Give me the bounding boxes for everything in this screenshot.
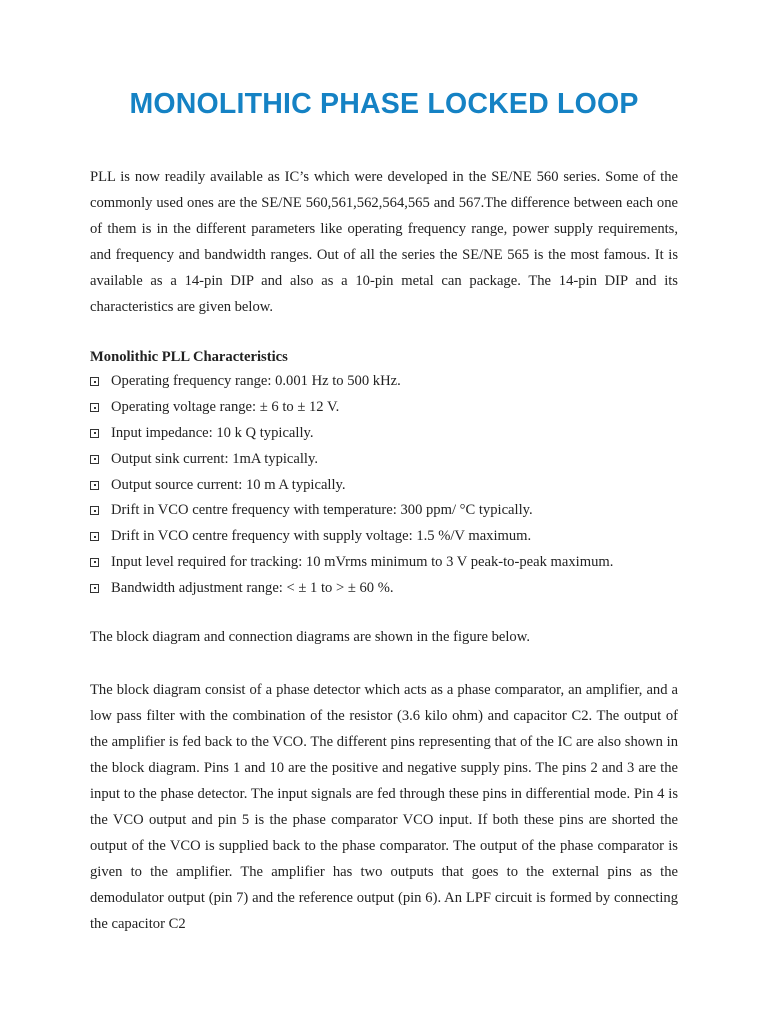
list-item-text: Input level required for tracking: 10 mVrms minimum to 3 V peak-to-peak maximum. — [111, 553, 614, 570]
intro-paragraph: PLL is now readily available as IC’s which were developed in the SE/NE 560 series. Some of the commonly used ones are the SE/NE 560,561,562,564,565 and 567.The difference between each one of them is in the different parameters like operating frequency range, power supply requirements, and frequency and bandwidth ranges. Out of all the series the SE/NE 565 is the most famous. It is available as a 14-pin DIP and also as a 10-pin metal can package. The 14-pin DIP and its characteristics are given below. — [90, 169, 678, 315]
list-item — [90, 395, 678, 421]
list-item-text: Bandwidth adjustment range: < ± 1 to > ± 60 %. — [111, 579, 394, 596]
boxed-dot-icon — [90, 455, 99, 464]
list-item — [90, 421, 678, 447]
boxed-dot-icon — [90, 429, 99, 438]
page-title: MONOLITHIC PHASE LOCKED LOOP — [129, 88, 639, 120]
boxed-dot-icon — [90, 584, 99, 593]
characteristics-list — [90, 369, 678, 601]
boxed-dot-icon — [90, 506, 99, 515]
list-item-text: Drift in VCO centre frequency with temperature: 300 ppm/ °C typically. — [111, 502, 533, 519]
block-diagram-description: The block diagram consist of a phase detector which acts as a phase comparator, an amplifier, and a low pass filter with the combination of the resistor (3.6 kilo ohm) and capacitor C2. The output of the amplifier is fed back to the VCO. The different pins representing that of the IC are also shown in the block diagram. Pins 1 and 10 are the positive and negative supply pins. The pins 2 and 3 are the input to the phase detector. The input signals are fed through these pins in differential mode. Pin 4 is the VCO output and pin 5 is the phase comparator VCO input. If both these pins are shorted the output of the VCO is supplied back to the phase comparator. The output of the phase comparator is given to the amplifier. The amplifier has two outputs that goes to the external pins as the demodulator output (pin 7) and the reference output (pin 6). An LPF circuit is formed by connecting the capacitor C2 — [90, 682, 678, 932]
list-item-text: Input impedance: 10 k Q typically. — [111, 424, 314, 441]
list-item — [90, 498, 678, 524]
list-item — [90, 550, 678, 576]
list-item-text: Drift in VCO centre frequency with supply voltage: 1.5 %/V maximum. — [111, 528, 532, 545]
boxed-dot-icon — [90, 532, 99, 541]
boxed-dot-icon — [90, 481, 99, 490]
list-item — [90, 446, 678, 472]
list-item-text: Output source current: 10 m A typically. — [111, 476, 346, 493]
list-item-text: Operating voltage range: ± 6 to ± 12 V. — [111, 399, 340, 416]
boxed-dot-icon — [90, 403, 99, 412]
boxed-dot-icon — [90, 558, 99, 567]
list-item-text: Output sink current: 1mA typically. — [111, 450, 318, 467]
characteristics-heading: Monolithic PLL Characteristics — [90, 349, 288, 365]
boxed-dot-icon — [90, 377, 99, 386]
figure-note: The block diagram and connection diagrams are shown in the figure below. — [90, 629, 530, 645]
list-item — [90, 472, 678, 498]
list-item — [90, 524, 678, 550]
list-item — [90, 575, 678, 601]
list-item-text: Operating frequency range: 0.001 Hz to 500 kHz. — [111, 373, 401, 390]
list-item — [90, 369, 678, 395]
